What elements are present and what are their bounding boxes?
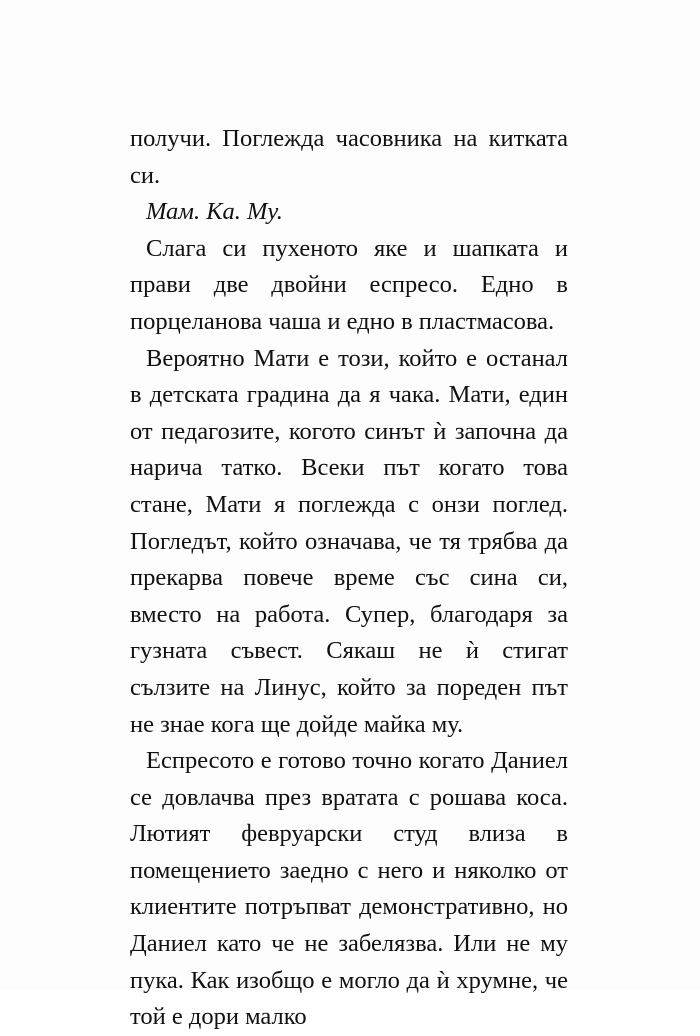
paragraph-mati: Вероятно Мати е този, който е останал в детската градина да я чака. Мати, един от педагозите, когото синът ѝ започна да нарича татко. Всеки път когато това стане, Мати я поглежда с онзи поглед. Погледът, който означава, че тя трябва да прекарва повече време със сина си, вместо на работа. Супер, благодаря за гузната съвест. Сякаш не ѝ стигат сълзите на Линус, който за пореден път не знае кога ще дойде майка му.	[130, 344, 568, 738]
body-text	[130, 121, 568, 1036]
paragraph-espresso: Еспресото е готово точно когато Даниел се довлачва през вратата с рошава коса. Лютият февруарски студ влиза в помещението заедно с него и няколко от клиентите потръпват демонстративно, но Даниел като че не забелязва. Или не му пука. Как изобщо е могло да ѝ хрумне, че той е дори малко	[130, 747, 568, 1031]
paragraph-continuation: получи. Поглежда часовника на китката си.	[130, 125, 568, 189]
paragraph-jacket: Слага си пухеното яке и шапката и прави две двойни еспресо. Едно в порцеланова чаша и едно в пластмасова.	[130, 234, 568, 335]
paragraph-italic-thought: Мам. Ка. Му.	[146, 198, 283, 226]
